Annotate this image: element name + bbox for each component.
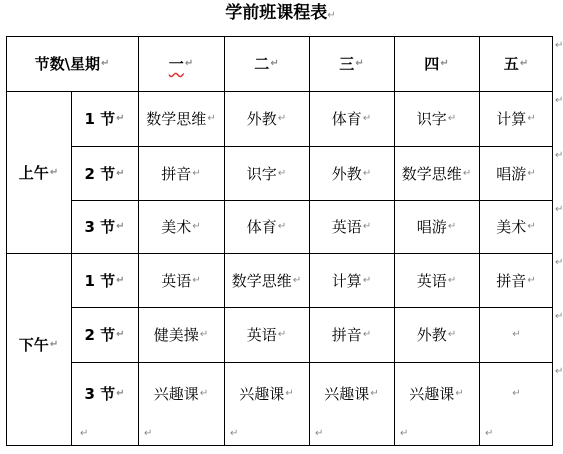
paragraph-mark: ↵: [555, 150, 563, 161]
schedule-cell: [479, 307, 553, 362]
paragraph-mark: ↵: [400, 428, 409, 439]
paragraph-mark: ↵: [184, 58, 194, 69]
paragraph-mark: ↵: [49, 339, 59, 350]
header-day-text: 四: [424, 55, 440, 73]
title-text: 学前班课程表: [225, 3, 328, 23]
period-label-text: 1 节: [84, 271, 116, 290]
paragraph-mark: ↵: [192, 221, 201, 232]
paragraph-mark: ↵: [440, 58, 449, 69]
header-day: [138, 36, 224, 91]
schedule-cell-text: 英语: [161, 271, 192, 290]
schedule-cell: [309, 253, 394, 307]
schedule-cell-text: 计算: [331, 271, 362, 290]
paragraph-mark: ↵: [101, 58, 110, 69]
paragraph-mark: ↵: [49, 166, 59, 178]
page-title: [0, 0, 561, 28]
schedule-cell-text: 识字: [246, 164, 277, 183]
schedule-cell: [309, 200, 394, 253]
paragraph-mark: ↵: [116, 388, 125, 399]
schedule-cell-text: 英语: [331, 218, 362, 236]
period-label: [71, 91, 138, 146]
paragraph-mark: ↵: [199, 329, 209, 340]
paragraph-mark: ↵: [519, 58, 529, 69]
schedule-cell-text: 拼音: [161, 164, 192, 183]
paragraph-mark: ↵: [362, 221, 372, 232]
paragraph-mark: ↵: [555, 204, 563, 215]
paragraph-mark: ↵: [270, 58, 279, 69]
paragraph-mark: ↵: [315, 428, 324, 439]
schedule-cell: [394, 91, 479, 146]
schedule-cell: [479, 200, 553, 253]
period-label: [71, 200, 138, 253]
period-label: [71, 253, 138, 307]
schedule-cell: [309, 91, 394, 146]
schedule-cell: [309, 362, 394, 425]
header-day: [309, 36, 394, 91]
paragraph-mark: ↵: [447, 221, 457, 232]
schedule-cell: [479, 91, 553, 146]
paragraph-mark: ↵: [292, 274, 302, 286]
schedule-cell: [479, 146, 553, 200]
paragraph-mark: ↵: [116, 221, 125, 232]
paragraph-mark: ↵: [370, 388, 379, 399]
schedule-cell-text: 数学思维: [231, 271, 292, 290]
schedule-cell-text: 美术: [496, 218, 527, 236]
header-day: [224, 36, 309, 91]
paragraph-mark: ↵: [462, 167, 472, 179]
period-label-text: 2 节: [84, 164, 116, 183]
paragraph-mark: ↵: [362, 167, 372, 179]
paragraph-mark: ↵: [527, 113, 536, 124]
schedule-cell-text: 外教: [246, 110, 277, 128]
paragraph-mark: ↵: [277, 113, 287, 124]
period-label: [71, 307, 138, 362]
paragraph-mark: ↵: [447, 329, 457, 340]
paragraph-mark: ↵: [116, 274, 125, 286]
schedule-cell-text: 拼音: [496, 271, 527, 290]
paragraph-mark: ↵: [327, 10, 336, 21]
schedule-cell: [138, 91, 224, 146]
schedule-cell: [479, 362, 553, 425]
paragraph-mark: ↵: [485, 428, 494, 439]
header-corner: [6, 36, 138, 91]
paragraph-mark: ↵: [555, 95, 563, 106]
schedule-cell-text: 外教: [416, 326, 447, 344]
schedule-cell-text: 计算: [496, 110, 527, 128]
schedule-cell: [224, 362, 309, 425]
schedule-cell-text: 拼音: [331, 326, 362, 344]
schedule-cell: [309, 146, 394, 200]
schedule-cell-text: 美术: [161, 218, 192, 236]
schedule-cell: [394, 307, 479, 362]
schedule-cell: [224, 91, 309, 146]
header-day-text: 三: [339, 55, 355, 73]
schedule-cell-text: 外教: [331, 164, 362, 183]
schedule-cell-text: 唱游: [496, 164, 527, 183]
schedule-cell-text: 数学思维: [146, 110, 207, 128]
schedule-cell-text: 兴趣课: [239, 385, 285, 403]
paragraph-mark: ↵: [362, 113, 372, 124]
paragraph-mark: ↵: [116, 329, 125, 340]
paragraph-mark: ↵: [199, 388, 209, 399]
schedule-cell: [138, 307, 224, 362]
paragraph-mark: ↵: [116, 167, 125, 179]
schedule-cell-text: 英语: [246, 326, 277, 344]
schedule-cell: [138, 362, 224, 425]
period-label-text: 1 节: [84, 110, 116, 128]
schedule-cell: [138, 146, 224, 200]
paragraph-mark: ↵: [512, 329, 521, 340]
schedule-cell: [394, 200, 479, 253]
paragraph-mark: ↵: [192, 167, 201, 179]
paragraph-mark: ↵: [192, 274, 201, 286]
schedule-cell: [394, 253, 479, 307]
header-day: [394, 36, 479, 91]
paragraph-mark: ↵: [447, 113, 457, 124]
schedule-cell: [224, 200, 309, 253]
paragraph-mark: ↵: [277, 221, 287, 232]
header-day-text: 二: [254, 55, 270, 73]
schedule-cell-text: 数学思维: [401, 164, 462, 183]
period-label: [71, 146, 138, 200]
schedule-cell-text: 唱游: [416, 218, 447, 236]
schedule-cell: [224, 146, 309, 200]
paragraph-mark: ↵: [455, 388, 464, 399]
paragraph-mark: ↵: [555, 366, 563, 377]
paragraph-mark: ↵: [362, 274, 372, 286]
paragraph-mark: ↵: [277, 329, 287, 340]
paragraph-mark: ↵: [555, 311, 563, 322]
paragraph-mark: ↵: [230, 428, 239, 439]
session-label-afternoon-text: 下午: [18, 336, 49, 354]
schedule-cell-text: 兴趣课: [324, 385, 370, 403]
session-label-morning-text: 上午: [18, 163, 49, 182]
paragraph-mark: ↵: [277, 167, 287, 179]
period-label-text: 3 节: [84, 218, 116, 236]
session-label-morning: [6, 91, 71, 253]
paragraph-mark: ↵: [116, 113, 125, 124]
session-label-afternoon: [6, 253, 71, 436]
paragraph-mark: ↵: [80, 428, 89, 439]
schedule-cell: [138, 253, 224, 307]
paragraph-mark: ↵: [527, 274, 536, 286]
period-label: [71, 362, 138, 425]
paragraph-mark: ↵: [285, 388, 294, 399]
paragraph-mark: ↵: [362, 329, 372, 340]
schedule-cell: [394, 362, 479, 425]
schedule-cell: [394, 146, 479, 200]
paragraph-mark: ↵: [144, 428, 153, 439]
paragraph-mark: ↵: [512, 388, 521, 399]
schedule-cell: [224, 307, 309, 362]
period-label-text: 3 节: [84, 385, 116, 403]
paragraph-mark: ↵: [527, 167, 536, 179]
schedule-cell-text: 英语: [416, 271, 447, 290]
paragraph-mark: ↵: [527, 221, 536, 232]
paragraph-mark: ↵: [447, 274, 457, 286]
paragraph-mark: ↵: [555, 257, 563, 268]
header-day: [479, 36, 553, 91]
paragraph-mark: ↵: [207, 113, 216, 124]
schedule-cell: [224, 253, 309, 307]
schedule-cell-text: 体育: [331, 110, 362, 128]
period-label-text: 2 节: [84, 326, 116, 344]
header-corner-text: 节数\星期: [34, 55, 101, 73]
paragraph-mark: ↵: [355, 58, 364, 69]
schedule-cell-text: 体育: [246, 218, 277, 236]
header-day-text: 五: [503, 55, 519, 73]
schedule-cell: [309, 307, 394, 362]
schedule-cell-text: 兴趣课: [409, 385, 455, 403]
schedule-cell-text: 健美操: [153, 326, 199, 344]
schedule-cell-text: 兴趣课: [153, 385, 199, 403]
schedule-cell-text: 识字: [416, 110, 447, 128]
paragraph-mark: ↵: [555, 40, 563, 51]
schedule-cell: [138, 200, 224, 253]
schedule-cell: [479, 253, 553, 307]
header-day-text: 一: [168, 55, 184, 73]
